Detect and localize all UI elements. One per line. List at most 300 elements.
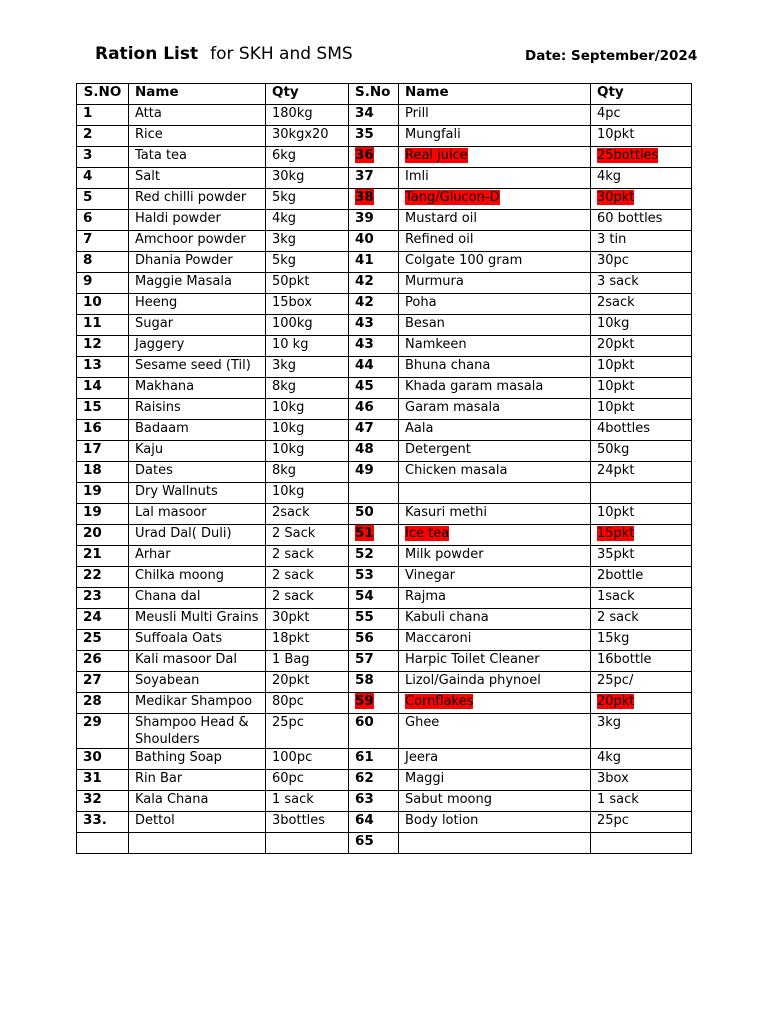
cell-qty-right bbox=[591, 770, 692, 791]
cell-name-left bbox=[129, 630, 266, 651]
cell-sno-left bbox=[77, 714, 129, 749]
cell-text: 2 Sack bbox=[272, 526, 316, 541]
table-row bbox=[77, 672, 692, 693]
cell-qty-left bbox=[266, 504, 349, 525]
cell-text: 100pc bbox=[272, 750, 313, 765]
cell-text: 35pkt bbox=[597, 547, 635, 562]
cell-qty-right bbox=[591, 651, 692, 672]
cell-text: 47 bbox=[355, 420, 374, 436]
cell-text: 64 bbox=[355, 812, 374, 828]
cell-text: Makhana bbox=[135, 379, 195, 394]
cell-sno-right bbox=[349, 770, 399, 791]
cell-text: Lal masoor bbox=[135, 505, 207, 520]
table-row bbox=[77, 504, 692, 525]
cell-qty-left bbox=[266, 252, 349, 273]
cell-text: 16bottle bbox=[597, 652, 652, 667]
cell-text: Dhania Powder bbox=[135, 253, 233, 268]
cell-text: Refined oil bbox=[405, 232, 474, 247]
table-row bbox=[77, 357, 692, 378]
cell-qty-right bbox=[591, 147, 692, 168]
cell-text: 15box bbox=[272, 295, 313, 310]
cell-text: Meusli Multi Grains bbox=[135, 610, 259, 625]
cell-name-right bbox=[399, 749, 591, 770]
cell-text: 10pkt bbox=[597, 379, 635, 394]
cell-name-right bbox=[399, 336, 591, 357]
cell-name-left bbox=[129, 791, 266, 812]
cell-sno-left bbox=[77, 791, 129, 812]
cell-sno-left bbox=[77, 441, 129, 462]
cell-text: Raisins bbox=[135, 400, 181, 415]
cell-name-left bbox=[129, 462, 266, 483]
cell-name-right bbox=[399, 609, 591, 630]
cell-sno-left bbox=[77, 504, 129, 525]
cell-name-left bbox=[129, 168, 266, 189]
cell-text: 10kg bbox=[272, 421, 305, 436]
cell-text: 60pc bbox=[272, 771, 304, 786]
cell-text: Atta bbox=[135, 106, 162, 121]
cell-text: Suffoala Oats bbox=[135, 631, 223, 646]
cell-name-right bbox=[399, 378, 591, 399]
cell-qty-left bbox=[266, 812, 349, 833]
cell-qty-right bbox=[591, 189, 692, 210]
cell-text: Ghee bbox=[405, 715, 440, 730]
cell-sno-right bbox=[349, 651, 399, 672]
cell-text: Body lotion bbox=[405, 813, 479, 828]
cell-name-right bbox=[399, 294, 591, 315]
cell-text: 32 bbox=[83, 791, 102, 807]
table-row bbox=[77, 273, 692, 294]
cell-name-left bbox=[129, 483, 266, 504]
cell-text: Jeera bbox=[405, 750, 439, 765]
cell-name-right bbox=[399, 315, 591, 336]
cell-text: Milk powder bbox=[405, 547, 484, 562]
cell-text: 60 bottles bbox=[597, 211, 663, 226]
cell-text: 1sack bbox=[597, 589, 635, 604]
cell-text: 30pc bbox=[597, 253, 629, 268]
cell-sno-left bbox=[77, 378, 129, 399]
cell-text: 25 bbox=[83, 630, 102, 646]
cell-text: 10pkt bbox=[597, 400, 635, 415]
cell-name-left bbox=[129, 672, 266, 693]
cell-qty-right bbox=[591, 315, 692, 336]
cell-text: 48 bbox=[355, 441, 374, 457]
cell-text: Garam masala bbox=[405, 400, 501, 415]
cell-sno-right bbox=[349, 791, 399, 812]
cell-qty-right bbox=[591, 525, 692, 546]
cell-text: 30pkt bbox=[272, 610, 310, 625]
cell-text: 59 bbox=[355, 693, 374, 709]
cell-text: 49 bbox=[355, 462, 374, 478]
cell-sno-right bbox=[349, 441, 399, 462]
cell-sno-right bbox=[349, 357, 399, 378]
cell-text: 3bottles bbox=[272, 813, 326, 828]
cell-text: 3 sack bbox=[597, 274, 639, 289]
cell-qty-left bbox=[266, 378, 349, 399]
cell-name-right bbox=[399, 588, 591, 609]
cell-name-right bbox=[399, 693, 591, 714]
cell-sno-right bbox=[349, 378, 399, 399]
cell-sno-right bbox=[349, 420, 399, 441]
cell-text: Sugar bbox=[135, 316, 174, 331]
cell-text: 60 bbox=[355, 714, 374, 730]
cell-text: 5kg bbox=[272, 190, 297, 205]
cell-text: 6kg bbox=[272, 148, 297, 163]
cell-text: 1 Bag bbox=[272, 652, 310, 667]
cell-name-right bbox=[399, 126, 591, 147]
cell-text: 20pkt bbox=[597, 337, 635, 352]
cell-text: Rin Bar bbox=[135, 771, 183, 786]
cell-sno-left bbox=[77, 105, 129, 126]
cell-name-left bbox=[129, 749, 266, 770]
cell-text: Mustard oil bbox=[405, 211, 477, 226]
cell-qty-right bbox=[591, 693, 692, 714]
cell-name-left bbox=[129, 567, 266, 588]
cell-text: Maggie Masala bbox=[135, 274, 232, 289]
cell-text: 26 bbox=[83, 651, 102, 667]
cell-sno-left bbox=[77, 315, 129, 336]
cell-name-right bbox=[399, 273, 591, 294]
cell-text: 30kgx20 bbox=[272, 127, 329, 142]
cell-text: 20pkt bbox=[272, 673, 310, 688]
cell-text: 13 bbox=[83, 357, 102, 373]
cell-text: 15kg bbox=[597, 631, 630, 646]
cell-qty-right bbox=[591, 273, 692, 294]
cell-text: 55 bbox=[355, 609, 374, 625]
cell-text: 5kg bbox=[272, 253, 297, 268]
cell-text: 2sack bbox=[272, 505, 310, 520]
cell-text: 4bottles bbox=[597, 421, 651, 436]
cell-text: 4pc bbox=[597, 106, 621, 121]
cell-text: Kali masoor Dal bbox=[135, 652, 237, 667]
cell-text: Colgate 100 gram bbox=[405, 253, 523, 268]
cell-name-left bbox=[129, 315, 266, 336]
cell-text: Urad Dal( Duli) bbox=[135, 526, 232, 541]
cell-qty-left bbox=[266, 336, 349, 357]
cell-name-right bbox=[399, 546, 591, 567]
cell-sno-right bbox=[349, 168, 399, 189]
table-row bbox=[77, 168, 692, 189]
cell-name-right bbox=[399, 833, 591, 854]
cell-text: 65 bbox=[355, 833, 374, 849]
table-row bbox=[77, 770, 692, 791]
cell-name-left bbox=[129, 231, 266, 252]
cell-sno-left bbox=[77, 672, 129, 693]
cell-sno-right bbox=[349, 336, 399, 357]
cell-text: 21 bbox=[83, 546, 102, 562]
cell-text: 10 kg bbox=[272, 337, 309, 352]
table-row bbox=[77, 630, 692, 651]
cell-qty-right bbox=[591, 749, 692, 770]
cell-sno-right bbox=[349, 749, 399, 770]
cell-qty-right bbox=[591, 378, 692, 399]
cell-text: 3kg bbox=[272, 232, 297, 247]
table-row bbox=[77, 567, 692, 588]
cell-text: Salt bbox=[135, 169, 160, 184]
cell-text: 2 sack bbox=[272, 589, 314, 604]
cell-text: Maggi bbox=[405, 771, 445, 786]
cell-name-right bbox=[399, 168, 591, 189]
cell-text: Badaam bbox=[135, 421, 189, 436]
cell-text: 10kg bbox=[597, 316, 630, 331]
cell-sno-left bbox=[77, 147, 129, 168]
cell-qty-left bbox=[266, 420, 349, 441]
cell-qty-right bbox=[591, 504, 692, 525]
cell-sno-right bbox=[349, 812, 399, 833]
cell-name-right bbox=[399, 504, 591, 525]
cell-sno-left bbox=[77, 630, 129, 651]
cell-qty-right bbox=[591, 672, 692, 693]
header-sno-right: S.No bbox=[349, 84, 399, 105]
cell-qty-right bbox=[591, 588, 692, 609]
cell-qty-left bbox=[266, 567, 349, 588]
cell-name-right bbox=[399, 791, 591, 812]
table-row bbox=[77, 462, 692, 483]
cell-text: 6 bbox=[83, 210, 93, 226]
table-row bbox=[77, 525, 692, 546]
cell-sno-left bbox=[77, 483, 129, 504]
cell-text: 1 bbox=[83, 105, 93, 121]
cell-name-left bbox=[129, 147, 266, 168]
cell-sno-left bbox=[77, 588, 129, 609]
cell-qty-left bbox=[266, 294, 349, 315]
cell-qty-left bbox=[266, 105, 349, 126]
table-header-row bbox=[77, 84, 692, 105]
cell-text: Red chilli powder bbox=[135, 190, 247, 205]
document-date: Date: September/2024 bbox=[525, 48, 698, 64]
cell-text: 29 bbox=[83, 714, 102, 730]
cell-text: Dates bbox=[135, 463, 173, 478]
cell-name-left bbox=[129, 336, 266, 357]
cell-text: 2sack bbox=[597, 295, 635, 310]
cell-text: 8kg bbox=[272, 463, 297, 478]
cell-text: 1 sack bbox=[597, 792, 639, 807]
cell-qty-right bbox=[591, 483, 692, 504]
cell-qty-left bbox=[266, 833, 349, 854]
header-name-left: Name bbox=[129, 84, 266, 105]
table-row bbox=[77, 714, 692, 749]
cell-qty-left bbox=[266, 609, 349, 630]
cell-qty-right bbox=[591, 105, 692, 126]
cell-text: Dry Wallnuts bbox=[135, 484, 218, 499]
cell-text: 18pkt bbox=[272, 631, 310, 646]
header-qty-left: Qty bbox=[266, 84, 349, 105]
cell-name-left bbox=[129, 714, 266, 749]
cell-qty-left bbox=[266, 399, 349, 420]
cell-text: 180kg bbox=[272, 106, 313, 121]
cell-text: Kala Chana bbox=[135, 792, 209, 807]
cell-name-right bbox=[399, 525, 591, 546]
cell-qty-left bbox=[266, 588, 349, 609]
cell-sno-right bbox=[349, 672, 399, 693]
header-name-right: Name bbox=[399, 84, 591, 105]
cell-sno-right bbox=[349, 126, 399, 147]
cell-text: Chilka moong bbox=[135, 568, 225, 583]
cell-sno-left bbox=[77, 126, 129, 147]
cell-sno-right bbox=[349, 609, 399, 630]
cell-text: 10 bbox=[83, 294, 102, 310]
cell-text: Rice bbox=[135, 127, 163, 142]
cell-name-left bbox=[129, 833, 266, 854]
cell-text: 63 bbox=[355, 791, 374, 807]
cell-sno-left bbox=[77, 252, 129, 273]
cell-sno-left bbox=[77, 462, 129, 483]
cell-sno-left bbox=[77, 567, 129, 588]
cell-name-right bbox=[399, 651, 591, 672]
cell-name-right bbox=[399, 770, 591, 791]
cell-text: 38 bbox=[355, 189, 374, 205]
table-row bbox=[77, 336, 692, 357]
cell-qty-right bbox=[591, 714, 692, 749]
cell-name-right bbox=[399, 231, 591, 252]
cell-text: 16 bbox=[83, 420, 102, 436]
table-row bbox=[77, 546, 692, 567]
cell-name-right bbox=[399, 567, 591, 588]
cell-name-left bbox=[129, 609, 266, 630]
cell-text: Haldi powder bbox=[135, 211, 221, 226]
cell-text: Maccaroni bbox=[405, 631, 472, 646]
cell-sno-right bbox=[349, 273, 399, 294]
cell-text: 2bottle bbox=[597, 568, 644, 583]
cell-text: Medikar Shampoo bbox=[135, 694, 253, 709]
cell-sno-right bbox=[349, 546, 399, 567]
table-row bbox=[77, 483, 692, 504]
title-subtitle: for SKH and SMS bbox=[210, 44, 353, 64]
cell-text: 56 bbox=[355, 630, 374, 646]
cell-name-left bbox=[129, 126, 266, 147]
table-row bbox=[77, 231, 692, 252]
cell-text: Murmura bbox=[405, 274, 464, 289]
cell-qty-left bbox=[266, 546, 349, 567]
cell-sno-left bbox=[77, 336, 129, 357]
cell-text: 20pkt bbox=[597, 694, 635, 709]
cell-qty-right bbox=[591, 420, 692, 441]
cell-text: 7 bbox=[83, 231, 93, 247]
cell-text: 4kg bbox=[597, 750, 622, 765]
cell-text: Poha bbox=[405, 295, 437, 310]
cell-sno-left bbox=[77, 749, 129, 770]
cell-text: 23 bbox=[83, 588, 102, 604]
cell-text: 36 bbox=[355, 147, 374, 163]
cell-text: Mungfali bbox=[405, 127, 461, 142]
table-row bbox=[77, 749, 692, 770]
cell-text: Aala bbox=[405, 421, 434, 436]
cell-qty-right bbox=[591, 462, 692, 483]
cell-name-right bbox=[399, 210, 591, 231]
cell-name-left bbox=[129, 420, 266, 441]
cell-text: 9 bbox=[83, 273, 93, 289]
cell-name-left bbox=[129, 357, 266, 378]
cell-sno-right bbox=[349, 693, 399, 714]
cell-qty-left bbox=[266, 462, 349, 483]
cell-text: 10kg bbox=[272, 442, 305, 457]
cell-text: 33. bbox=[83, 812, 107, 828]
table-row bbox=[77, 588, 692, 609]
cell-text: 37 bbox=[355, 168, 374, 184]
cell-text: 2 sack bbox=[272, 547, 314, 562]
cell-text: 30kg bbox=[272, 169, 305, 184]
cell-text: 15pkt bbox=[597, 526, 635, 541]
cell-sno-right bbox=[349, 399, 399, 420]
table-row bbox=[77, 105, 692, 126]
cell-text: Harpic Toilet Cleaner bbox=[405, 652, 540, 667]
cell-text: 24pkt bbox=[597, 463, 635, 478]
cell-text: 3box bbox=[597, 771, 629, 786]
cell-name-left bbox=[129, 105, 266, 126]
cell-name-left bbox=[129, 651, 266, 672]
cell-sno-right bbox=[349, 105, 399, 126]
cell-text: Cornflakes bbox=[405, 694, 474, 709]
cell-text: 42 bbox=[355, 294, 374, 310]
table-row bbox=[77, 399, 692, 420]
cell-name-left bbox=[129, 252, 266, 273]
cell-text: 10pkt bbox=[597, 505, 635, 520]
table-row bbox=[77, 378, 692, 399]
cell-name-left bbox=[129, 770, 266, 791]
cell-qty-left bbox=[266, 315, 349, 336]
cell-text: Kasuri methi bbox=[405, 505, 487, 520]
cell-name-left bbox=[129, 294, 266, 315]
cell-text: Detergent bbox=[405, 442, 471, 457]
cell-sno-left bbox=[77, 420, 129, 441]
cell-name-right bbox=[399, 812, 591, 833]
cell-name-left bbox=[129, 273, 266, 294]
cell-name-right bbox=[399, 147, 591, 168]
cell-name-left bbox=[129, 189, 266, 210]
cell-text: Tata tea bbox=[135, 148, 188, 163]
cell-qty-right bbox=[591, 791, 692, 812]
cell-text: Amchoor powder bbox=[135, 232, 246, 247]
cell-sno-right bbox=[349, 147, 399, 168]
cell-text: 58 bbox=[355, 672, 374, 688]
table-row bbox=[77, 812, 692, 833]
cell-text: 5 bbox=[83, 189, 93, 205]
cell-name-right bbox=[399, 630, 591, 651]
cell-qty-right bbox=[591, 567, 692, 588]
cell-sno-left bbox=[77, 294, 129, 315]
table-row bbox=[77, 315, 692, 336]
cell-name-right bbox=[399, 399, 591, 420]
cell-text: Tang/Glucon-D bbox=[405, 190, 500, 205]
table-row bbox=[77, 420, 692, 441]
cell-text: Imli bbox=[405, 169, 429, 184]
cell-text: 28 bbox=[83, 693, 102, 709]
cell-qty-right bbox=[591, 231, 692, 252]
cell-text: Prill bbox=[405, 106, 429, 121]
cell-text: 2 sack bbox=[597, 610, 639, 625]
table-row bbox=[77, 609, 692, 630]
table-row bbox=[77, 210, 692, 231]
cell-sno-left bbox=[77, 770, 129, 791]
cell-qty-right bbox=[591, 812, 692, 833]
cell-text: Arhar bbox=[135, 547, 171, 562]
cell-text: Heeng bbox=[135, 295, 178, 310]
cell-text: 100kg bbox=[272, 316, 313, 331]
cell-qty-left bbox=[266, 791, 349, 812]
cell-qty-right bbox=[591, 168, 692, 189]
document-title bbox=[95, 44, 353, 64]
cell-text: 2 bbox=[83, 126, 93, 142]
cell-sno-right bbox=[349, 504, 399, 525]
cell-text: 50kg bbox=[597, 442, 630, 457]
cell-qty-right bbox=[591, 210, 692, 231]
cell-text: 30pkt bbox=[597, 190, 635, 205]
cell-text: Sabut moong bbox=[405, 792, 493, 807]
cell-text: 30 bbox=[83, 749, 102, 765]
cell-text: 4kg bbox=[597, 169, 622, 184]
cell-sno-right bbox=[349, 210, 399, 231]
cell-name-left bbox=[129, 812, 266, 833]
cell-qty-right bbox=[591, 252, 692, 273]
